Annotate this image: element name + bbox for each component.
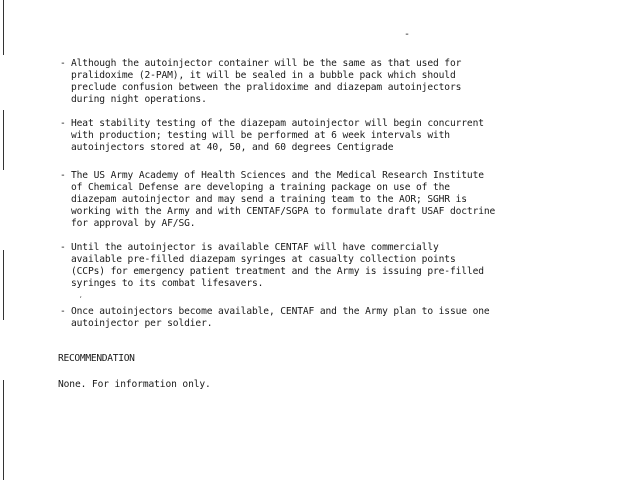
bullet-line: diazepam autoinjector and may send a training team to the AOR; SGHR is — [71, 194, 467, 205]
bullet-paragraph-training — [60, 170, 530, 230]
bullet-paragraph-interim-syringes — [60, 242, 530, 290]
bullet-paragraph-heat-testing — [60, 118, 530, 154]
bullet-line: of Chemical Defense are developing a training package on use of the — [71, 182, 450, 193]
bullet-line: The US Army Academy of Health Sciences and the Medical Research Institute — [71, 170, 484, 181]
bullet-line: Heat stability testing of the diazepam autoinjector will begin concurrent — [71, 118, 484, 129]
bullet-line: Until the autoinjector is available CENTAF will have commercially — [71, 242, 439, 253]
bullet-line: working with the Army and with CENTAF/SGPA to formulate draft USAF doctrine — [71, 206, 496, 217]
bullet-paragraph-packaging — [60, 58, 530, 106]
bullet-line: autoinjectors stored at 40, 50, and 60 degrees Centigrade — [71, 142, 394, 153]
bullet-line: Once autoinjectors become available, CENTAF and the Army plan to issue one — [71, 306, 490, 317]
bullet-dash: - — [60, 118, 66, 129]
bullet-line: preclude confusion between the pralidoxime and diazepam autoinjectors — [71, 82, 462, 93]
bullet-line: with production; testing will be performed at 6 week intervals with — [71, 130, 450, 141]
margin-scan-line — [3, 250, 4, 320]
margin-scan-line — [3, 110, 4, 170]
bullet-line: for approval by AF/SG. — [71, 218, 196, 229]
bullet-line: Although the autoinjector container will be the same as that used for — [71, 58, 462, 69]
bullet-line: pralidoxime (2-PAM), it will be sealed in a bubble pack which should — [71, 70, 456, 81]
bullet-dash: - — [60, 170, 66, 181]
bullet-line: available pre-filled diazepam syringes at casualty collection points — [71, 254, 456, 265]
recommendation-text: None. For information only. — [58, 379, 211, 390]
margin-scan-line — [3, 380, 4, 480]
bullet-line: during night operations. — [71, 94, 207, 105]
top-mark: - — [404, 29, 411, 40]
bullet-dash: - — [60, 58, 66, 69]
bullet-line: (CCPs) for emergency patient treatment and the Army is issuing pre-filled — [71, 266, 484, 277]
margin-scan-line — [3, 0, 4, 55]
bullet-line: syringes to its combat lifesavers. — [71, 278, 264, 289]
bullet-line: autoinjector per soldier. — [71, 318, 213, 329]
bullet-dash: - — [60, 242, 66, 253]
stray-mark: , — [79, 292, 83, 299]
recommendation-heading: RECOMMENDATION — [58, 353, 135, 364]
bullet-dash: - — [60, 306, 66, 317]
bullet-paragraph-issue-plan — [60, 306, 530, 330]
